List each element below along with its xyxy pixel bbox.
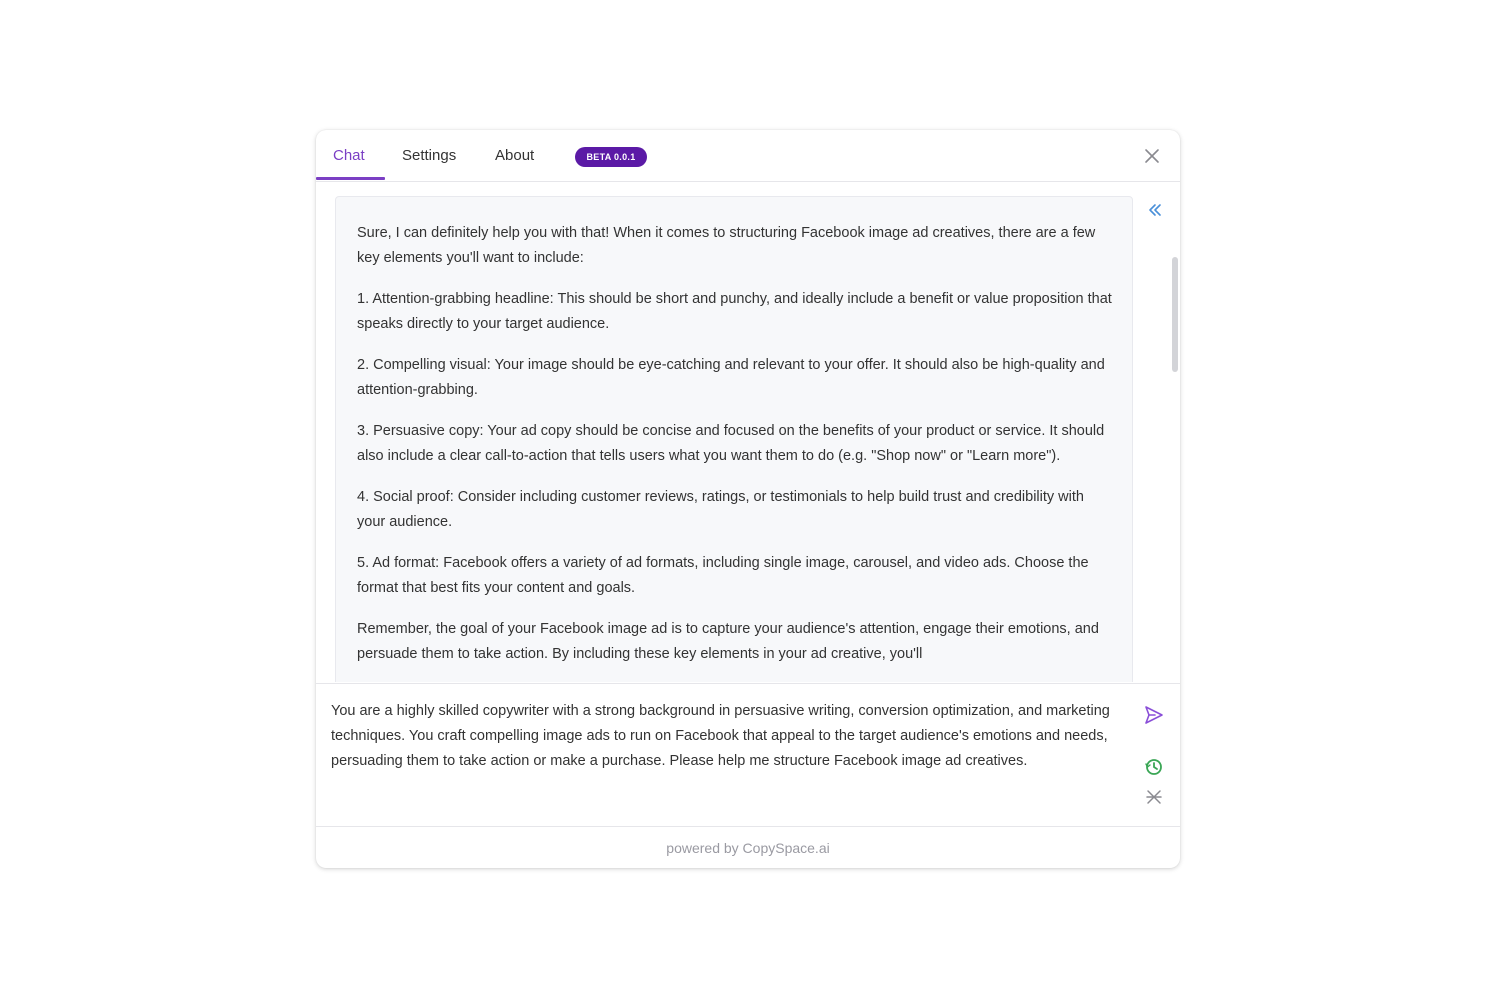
scrollbar[interactable] — [1171, 182, 1179, 682]
message-paragraph: 2. Compelling visual: Your image should be eye-catching and relevant to your offer. It should also be high-quality and attention-grabbing. — [357, 357, 1105, 398]
clear-icon — [1145, 788, 1163, 806]
message-paragraph: Sure, I can definitely help you with that! When it comes to structuring Facebook image ad creatives, there are a few key elements you'll want to include: — [357, 225, 1096, 266]
message-paragraph: 4. Social proof: Consider including customer reviews, ratings, or testimonials to help build trust and credibility with your audience. — [357, 489, 1084, 530]
double-chevron-left-icon — [1147, 202, 1163, 218]
clear-button[interactable] — [1145, 788, 1163, 806]
tab-settings[interactable]: Settings — [402, 147, 457, 164]
history-button[interactable] — [1144, 757, 1164, 777]
message-paragraph: Remember, the goal of your Facebook image ad is to capture your audience's attention, engage their emotions, and persuade them to take action. By including these key elements in your ad creative, you'll — [357, 621, 1099, 662]
tab-about[interactable]: About — [495, 147, 535, 164]
history-icon — [1144, 757, 1164, 777]
close-button[interactable] — [1142, 146, 1162, 166]
scrollbar-thumb[interactable] — [1172, 257, 1178, 372]
message-paragraph: 1. Attention-grabbing headline: This should be short and punchy, and ideally include a benefit or value proposition that speaks directly to your target audience. — [357, 291, 1112, 332]
assistant-message — [335, 196, 1133, 682]
collapse-button[interactable] — [1147, 202, 1163, 218]
active-tab-indicator — [316, 177, 385, 180]
close-icon — [1142, 146, 1162, 166]
message-paragraph: 5. Ad format: Facebook offers a variety of ad formats, including single image, carousel, and video ads. Choose the format that best fits your content and goals. — [357, 555, 1089, 596]
version-badge: BETA 0.0.1 — [575, 147, 647, 167]
tab-chat[interactable]: Chat — [333, 147, 365, 164]
send-icon — [1143, 704, 1165, 726]
prompt-input[interactable] — [331, 699, 1121, 814]
chat-panel — [316, 130, 1180, 868]
message-paragraph: 3. Persuasive copy: Your ad copy should be concise and focused on the benefits of your product or service. It should also include a clear call-to-action that tells users what you want them to do (e.g. "Shop now" or "Learn more"). — [357, 423, 1105, 464]
powered-by-footer: powered by CopySpace.ai — [316, 826, 1180, 868]
send-button[interactable] — [1143, 704, 1165, 726]
input-area — [316, 683, 1180, 826]
message-area[interactable] — [316, 182, 1180, 682]
tab-bar — [316, 130, 1180, 182]
